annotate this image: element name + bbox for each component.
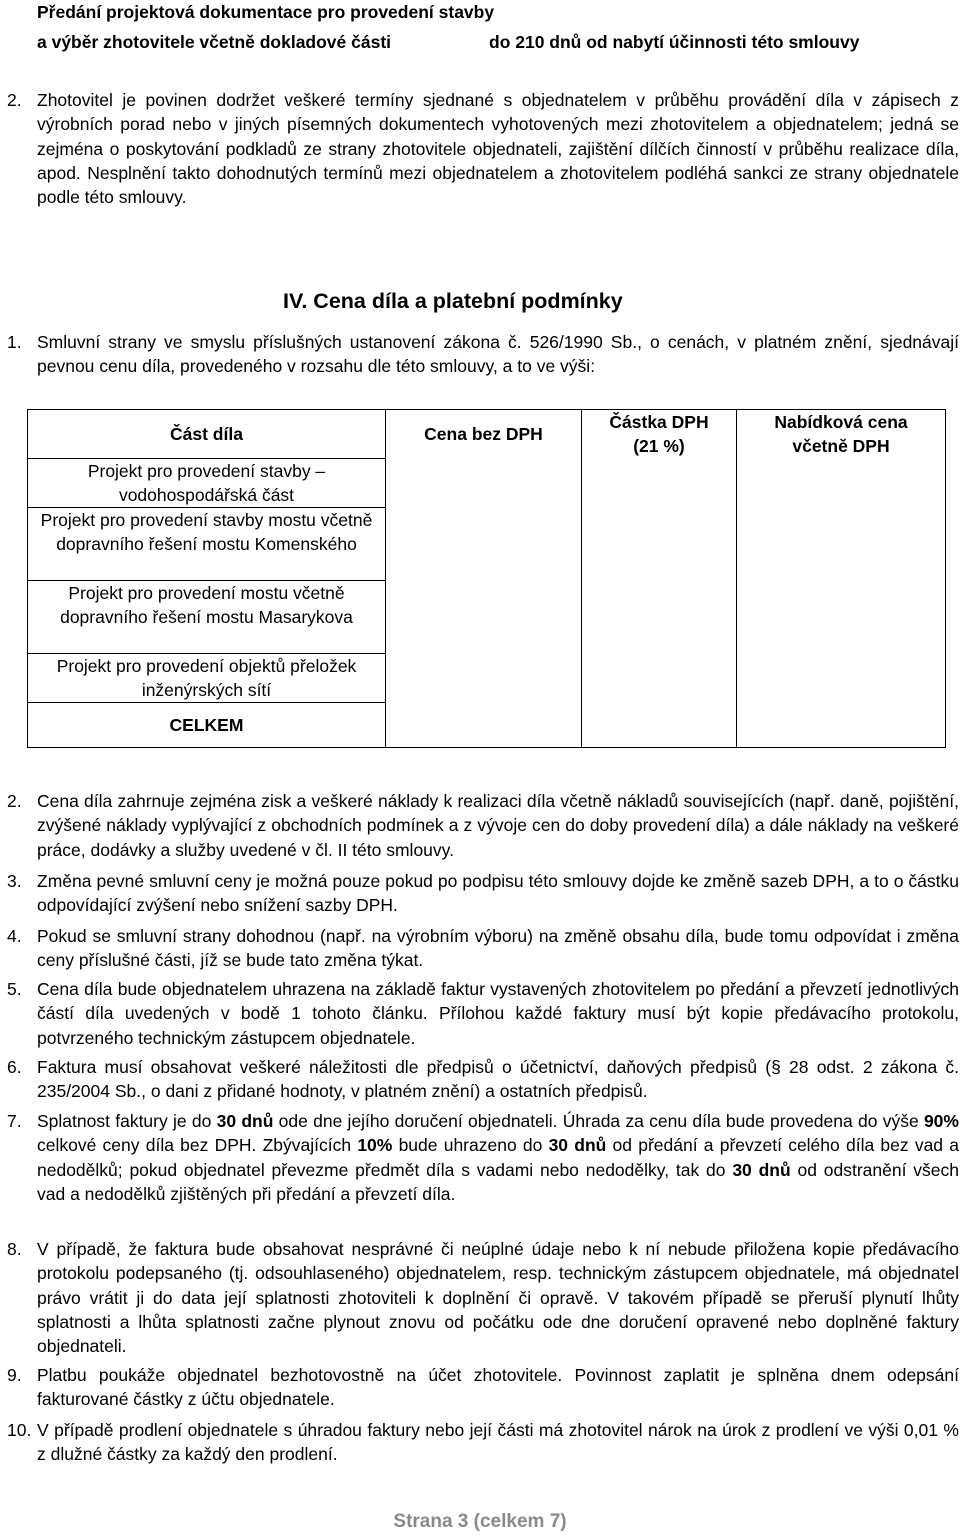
header-total-label: Nabídková cena včetně DPH: [774, 412, 908, 456]
article-4-item-5: [7, 977, 959, 1050]
item-text: Pokud se smluvní strany dohodnou (např. na výrobním výboru) na změně obsahu díla, bude tomu odpovídat i změna ceny příslušné části, jíž se bude tato změna týkat.: [37, 926, 959, 971]
item-text: Faktura musí obsahovat veškeré náležitosti dle předpisů o účetnictví, daňových předpisů (§ 28 odst. 2 zákona č. 235/2004 Sb., o dani z přidané hodnoty, v platném znění) a ostatních předpisů.: [37, 1057, 959, 1102]
item-text: V případě, že faktura bude obsahovat nesprávné či neúplné údaje nebo k ní nebude přiložena kopie předávacího protokolu podepsaného (tj. odsouhlaseného) objednatelem, resp. technickým zástupcem objednatele, má objednatel právo vrátit ji do data její splatnosti zhotoviteli k doplnění či opravě. V takovém případě se přeruší plynutí lhůty splatnosti a lhůta splatnosti začne plynout znovu od počátku ode dne doručení opravené nebo doplněné faktury objednateli.: [37, 1239, 959, 1357]
header-vat-label: Částka DPH (21 %): [609, 412, 709, 456]
total-label: CELKEM: [28, 703, 386, 748]
header-line-2: [37, 30, 860, 54]
header-cell-price: [386, 410, 582, 748]
row-label: Projekt pro provedení stavby mostu včetně dopravního řešení mostu Komenského: [28, 508, 386, 581]
article-4-item-9: [7, 1363, 959, 1412]
item-number: 2.: [7, 791, 22, 811]
item-text: Smluvní strany ve smyslu příslušných ustanovení zákona č. 526/1990 Sb., o cenách, v platném znění, sjednávají pevnou cenu díla, provedeného v rozsahu dle této smlouvy, a to ve výši:: [37, 332, 959, 377]
header-line-1: Předání projektová dokumentace pro provedení stavby: [37, 2, 495, 22]
article-3-item-2: [7, 88, 959, 209]
article-4-item-10: [7, 1418, 959, 1467]
article-4-item-6: [7, 1055, 959, 1104]
item-number: 9.: [7, 1365, 22, 1385]
header-line-2-right: do 210 dnů od nabytí účinnosti této smlouvy: [489, 32, 860, 52]
item-text: Cena díla bude objednatelem uhrazena na základě faktur vystavených zhotovitelem po předání a převzetí jednotlivých částí díla uvedených v bodě 1 tohoto článku. Přílohou každé faktury musí být kopie předávacího protokolu, potvrzeného technickým zástupcem objednatele.: [37, 979, 959, 1048]
item-text: Platbu poukáže objednatel bezhotovostně na účet zhotovitele. Povinnost zaplatit je splněna dnem odepsání fakturované částky z účtu objednatele.: [37, 1365, 959, 1410]
article-4-item-8: [7, 1237, 959, 1358]
item-text: Zhotovitel je povinen dodržet veškeré termíny sjednané s objednatelem v průběhu provádění díla v zápisech z výrobních porad nebo v jiných písemných dokumentech vyhotovených mezi zhotovitelem a objednatelem; jedná se zejména o poskytování podkladů ze strany zhotovitele objednateli, zajištění dílčích činností v průběhu realizace díla, apod. Nesplnění takto dohodnutých termínů mezi objednatelem a zhotovitelem podléhá sankci ze strany objednatele podle této smlouvy.: [37, 90, 959, 208]
header-price-label: Cena bez DPH: [424, 424, 543, 444]
item-text: Změna pevné smluvní ceny je možná pouze pokud po podpisu této smlouvy dojde ke změně sazeb DPH, a to o částku odpovídající zvýšení nebo snížení sazby DPH.: [37, 871, 959, 916]
item-number: 2.: [7, 90, 22, 110]
row-label: Projekt pro provedení stavby – vodohospodářská část: [28, 459, 386, 508]
item-number: 1.: [7, 332, 22, 352]
item-number: 4.: [7, 926, 22, 946]
article-4-item-7: 7. Splatnost faktury je do 30 dnů ode dne jejího doručení objednateli. Úhrada za cenu díla bude provedena do výše 90% celkové ceny díla bez DPH. Zbývajících 10% bude uhrazeno do 30 dnů od předání a převzetí celého díla bez vad a nedodělků; pokud objednatel převezme předmět díla s vadami nebo nedodělky, tak do 30 dnů od odstranění všech vad a nedodělků zjištěných při předání a převzetí díla.: [7, 1111, 960, 1204]
article-4-item-3: [7, 869, 959, 918]
page-number-footer: Strana 3 (celkem 7): [393, 1511, 567, 1532]
section-title: IV. Cena díla a platební podmínky: [283, 289, 623, 313]
article-4-item-1: [7, 330, 959, 379]
item-text: Cena díla zahrnuje zejména zisk a veškeré náklady k realizaci díla včetně nákladů souvisejících (např. daně, pojištění, zvýšené náklady vyplývající z obchodních podmínek a z vývoje cen do doby provedení díla) a dále náklady na veškeré práce, dodávky a služby uvedené v čl. II této smlouvy.: [37, 791, 959, 860]
header-cell-vat: [582, 410, 737, 748]
item-number: 7.: [7, 1111, 22, 1131]
item-text: V případě prodlení objednatele s úhradou faktury nebo její části má zhotovitel nárok na úrok z prodlení ve výši 0,01 % z dlužné částky za každý den prodlení.: [37, 1420, 959, 1465]
article-4-item-4: [7, 924, 959, 973]
row-label: Projekt pro provedení mostu včetně dopravního řešení mostu Masarykova: [28, 581, 386, 654]
item-number: 3.: [7, 871, 22, 891]
item-number: 8.: [7, 1239, 22, 1259]
item-number: 10.: [7, 1420, 32, 1440]
article-4-item-2: [7, 789, 959, 862]
header-cell-part: Část díla: [28, 410, 386, 459]
header-line-2-left: a výběr zhotovitele včetně dokladové části: [37, 32, 392, 52]
header-cell-total: [737, 410, 946, 748]
item-number: 5.: [7, 979, 22, 999]
price-table: [27, 409, 946, 748]
row-label: Projekt pro provedení objektů přeložek inženýrských sítí: [28, 654, 386, 703]
table-header-row: [28, 410, 946, 459]
item-number: 6.: [7, 1057, 22, 1077]
